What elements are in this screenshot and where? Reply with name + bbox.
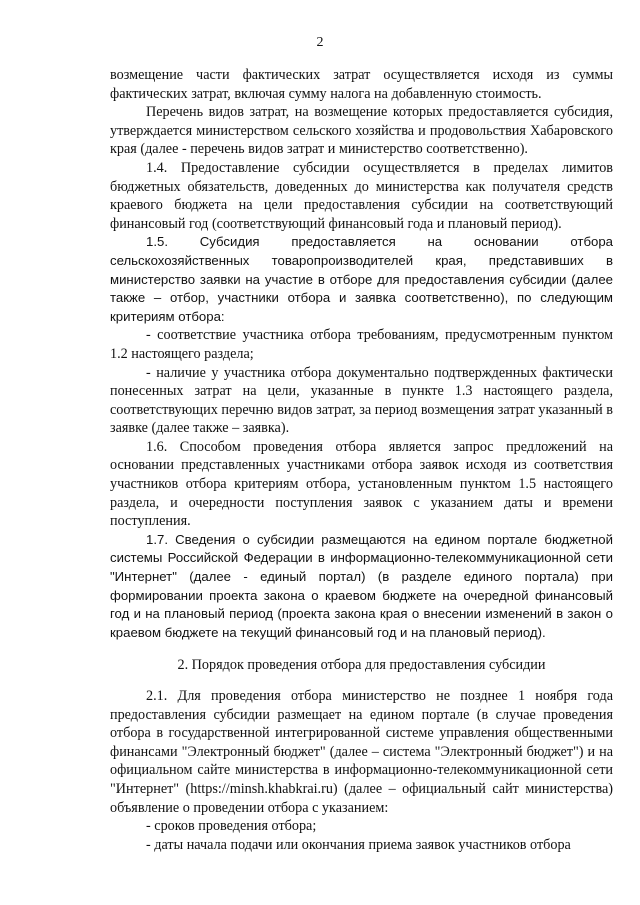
section-2-heading: 2. Порядок проведения отбора для предоставления субсидии (177, 657, 546, 674)
paragraph-1-5: 1.5. Субсидия предоставляется на основании отбора сельскохозяйственных товаропроизводителей края, представивших в министерство заявки на участие в отборе для предоставления субсидии (далее также – отбор, участники отбора и заявка соответственно), по следующим критериям отбора: (110, 234, 613, 324)
page-number: 2 (316, 35, 324, 50)
paragraph-continuation: возмещение части фактических затрат осуществляется исходя из суммы фактических затрат, включая сумму налога на добавленную стоимость. (110, 67, 613, 102)
announcement-item-2: - даты начала подачи или окончания приема заявок участников отбора (146, 836, 571, 853)
paragraph-cost-list: Перечень видов затрат, на возмещение которых предоставляется субсидия, утверждается министерством сельского хозяйства и продовольствия Хабаровского края (далее - перечень видов затрат и министерство соответственно). (110, 104, 613, 158)
criteria-item-1: - соответствие участника отбора требованиям, предусмотренным пунктом 1.2 настоящего раздела; (110, 327, 613, 362)
paragraph-1-6: 1.6. Способом проведения отбора является запрос предложений на основании представленных участниками отбора заявок исходя из соответствия участников отбора критериям отбора, установленным пунктом 1.5 настоящего раздела, и очередности поступления заявок с указанием даты и времени поступления. (110, 438, 613, 530)
criteria-item-2: - наличие у участника отбора документально подтвержденных фактически понесенных затрат на цели, указанные в пункте 1.3 настоящего раздела, соответствующих перечню видов затрат, за период возмещения затрат указанный в заявке (далее также – заявка). (110, 364, 613, 437)
document-body (110, 66, 613, 854)
paragraph-1-7: 1.7. Сведения о субсидии размещаются на едином портале бюджетной системы Российской Федерации в информационно-телекоммуникационной сети "Интернет" (далее - единый портал) (в разделе единого портала) при формировании проекта закона о краевом бюджете на очередной финансовый год и на плановый период (проекта закона края о внесении изменений в закон о краевом бюджете на текущий финансовый год и на плановый период). (110, 531, 613, 640)
paragraph-1-4: 1.4. Предоставление субсидии осуществляется в пределах лимитов бюджетных обязательств, доведенных до министерства как получателя средств краевого бюджета на цели предоставления субсидии на соответствующий финансовый год (соответствующий финансовый года и плановый период). (110, 159, 613, 232)
paragraph-2-1: 2.1. Для проведения отбора министерство не позднее 1 ноября года предоставления субсидии размещает на едином портале (в случае проведения отбора в государственной интегрированной системе управления общественными финансами "Электронный бюджет" (далее – система "Электронный бюджет") и на официальном сайте министерства в информационно-телекоммуникационной сети "Интернет" (https://minsh.khabkrai.ru) (далее – официальный сайт министерства) объявление о проведении отбора с указанием: (110, 688, 613, 816)
announcement-item-1: - сроков проведения отбора; (146, 818, 317, 835)
